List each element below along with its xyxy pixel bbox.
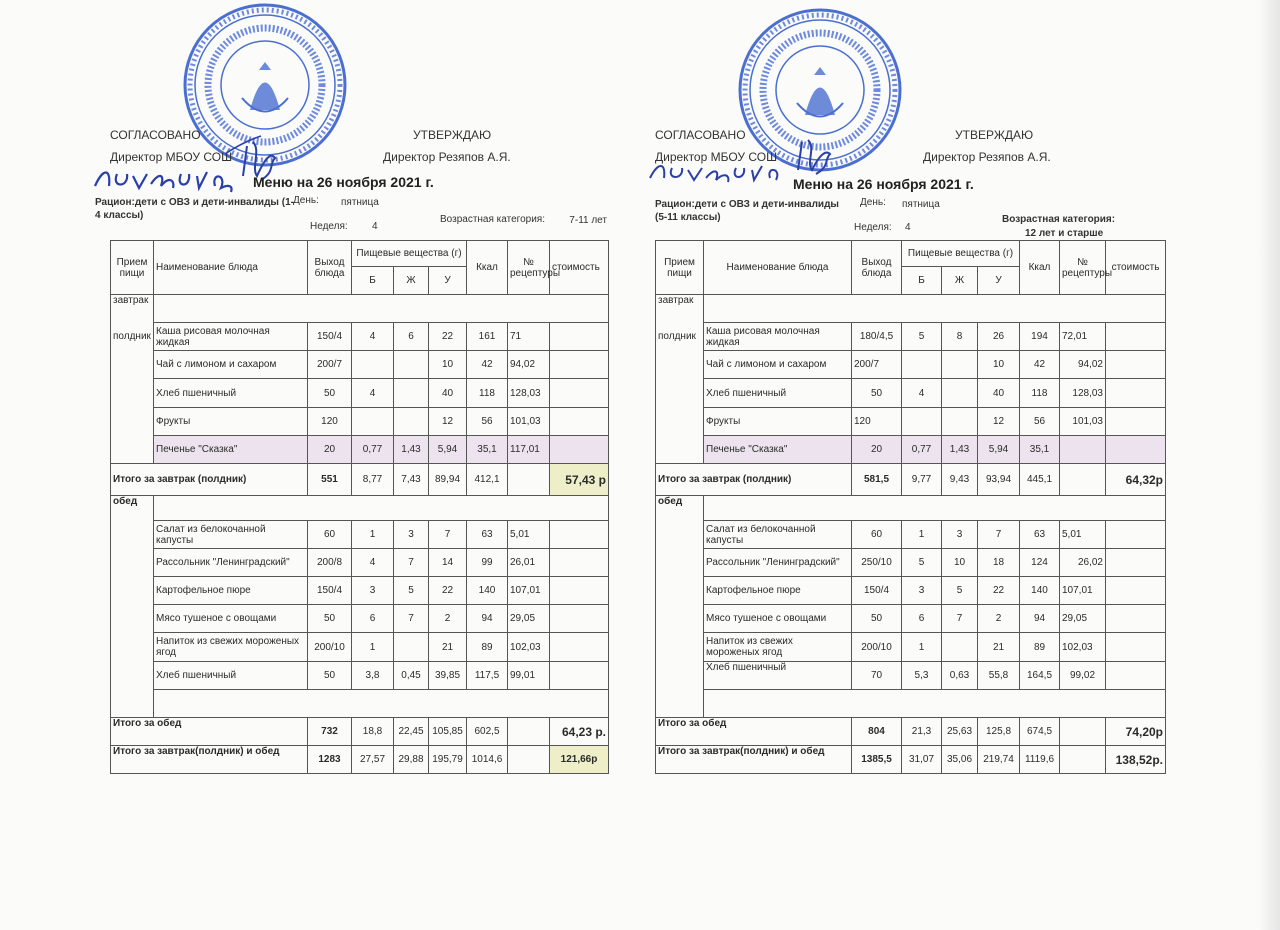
header-b: Б bbox=[352, 267, 394, 295]
section-snack: полдник bbox=[111, 323, 154, 351]
table-row: Мясо тушеное с овощами 50 6 7 2 94 29,05 bbox=[656, 605, 1166, 633]
menu-table bbox=[110, 240, 609, 774]
agreed-by-label: Директор МБОУ СОШ bbox=[110, 150, 233, 164]
table-row: Картофельное пюре 150/4 3 5 22 140 107,01 bbox=[656, 577, 1166, 605]
dish-name: Рассольник "Ленинградский" bbox=[154, 549, 308, 577]
approved-label: УТВЕРЖДАЮ bbox=[955, 128, 1034, 142]
approved-by-label: Директор Резяпов А.Я. bbox=[923, 150, 1051, 164]
agreed-label: СОГЛАСОВАНО bbox=[655, 128, 746, 142]
header-meal: Прием пищи bbox=[111, 241, 154, 295]
table-row: Фрукты 120 12 56 101,03 bbox=[111, 408, 609, 436]
dish-name: Салат из белокочанной капусты bbox=[154, 521, 308, 549]
section-lunch: обед bbox=[656, 496, 704, 521]
total-row-breakfast: Итого за завтрак (полдник) 551 8,77 7,43 89,94 412,1 57,43 р bbox=[111, 464, 609, 496]
section-breakfast: завтрак bbox=[111, 295, 154, 323]
day-value: пятница bbox=[341, 197, 379, 208]
dish-name: Печенье "Сказка" bbox=[154, 436, 308, 464]
table-row: Рассольник "Ленинградский" 250/10 5 10 18 124 26,02 bbox=[656, 549, 1166, 577]
dish-name: Хлеб пшеничный bbox=[704, 379, 852, 408]
scan-edge-shadow bbox=[1258, 0, 1280, 930]
section-breakfast: завтрак bbox=[656, 295, 704, 323]
header-kcal: Ккал bbox=[467, 241, 508, 295]
dish-name: Чай с лимоном и сахаром bbox=[704, 351, 852, 379]
table-row: Печенье "Сказка" 20 0,77 1,43 5,94 35,1 bbox=[656, 436, 1166, 464]
table-row: Напиток из свежих мороженых ягод 200/10 1 21 89 102,03 bbox=[656, 633, 1166, 662]
header-u: У bbox=[978, 267, 1020, 295]
table-row: Фрукты 120 12 56 101,03 bbox=[656, 408, 1166, 436]
table-row: Печенье "Сказка" 20 0,77 1,43 5,94 35,1 117,01 bbox=[111, 436, 609, 464]
age-category-value: 12 лет и старше bbox=[1025, 228, 1104, 239]
total-row-breakfast: Итого за завтрак (полдник) 581,5 9,77 9,43 93,94 445,1 64,32р bbox=[656, 464, 1166, 496]
header-cost: стоимость bbox=[550, 241, 609, 295]
menu-sheet-right bbox=[640, 0, 1200, 930]
total-row-all: Итого за завтрак(полдник) и обед 1385,5 31,07 35,06 219,74 1119,6 138,52р. bbox=[656, 746, 1166, 774]
dish-name: Чай с лимоном и сахаром bbox=[154, 351, 308, 379]
agreed-label: СОГЛАСОВАНО bbox=[110, 128, 201, 142]
dish-name: Хлеб пшеничный bbox=[154, 662, 308, 690]
total-row-all: Итого за завтрак(полдник) и обед 1283 27,57 29,88 195,79 1014,6 121,66р bbox=[111, 746, 609, 774]
dish-name: Картофельное пюре bbox=[704, 577, 852, 605]
menu-sheet-left bbox=[95, 0, 655, 930]
header-zh: Ж bbox=[942, 267, 978, 295]
age-category-label: Возрастная категория: bbox=[440, 214, 545, 225]
header-dish: Наименование блюда bbox=[704, 241, 852, 295]
header-recipe: № рецептуры bbox=[508, 241, 550, 295]
header-kcal: Ккал bbox=[1020, 241, 1060, 295]
week-label: Неделя: bbox=[854, 222, 892, 233]
menu-title: Меню на 26 ноября 2021 г. bbox=[793, 176, 974, 192]
dish-name: Хлеб пшеничный bbox=[704, 662, 852, 690]
header-b: Б bbox=[902, 267, 942, 295]
total-row-lunch: Итого за обед 732 18,8 22,45 105,85 602,5 64,23 р. bbox=[111, 718, 609, 746]
dish-name: Напиток из свежих мороженых ягод bbox=[704, 633, 852, 662]
approved-label: УТВЕРЖДАЮ bbox=[413, 128, 492, 142]
total-row-lunch: Итого за обед 804 21,3 25,63 125,8 674,5 74,20р bbox=[656, 718, 1166, 746]
day-value: пятница bbox=[902, 199, 940, 210]
dish-name: Мясо тушеное с овощами bbox=[704, 605, 852, 633]
dish-name: Каша рисовая молочная жидкая bbox=[154, 323, 308, 351]
table-row: Хлеб пшеничный 70 5,3 0,63 55,8 164,5 99,02 bbox=[656, 662, 1166, 690]
table-row: полдник Каша рисовая молочная жидкая 150/4 4 6 22 161 71 bbox=[111, 323, 609, 351]
table-row: Напиток из свежих мороженых ягод 200/10 1 21 89 102,03 bbox=[111, 633, 609, 662]
table-row: Хлеб пшеничный 50 4 40 118 128,03 bbox=[656, 379, 1166, 408]
section-snack: полдник bbox=[656, 323, 704, 351]
header-yield: Выход блюда bbox=[308, 241, 352, 295]
section-lunch: обед bbox=[111, 496, 154, 521]
header-nutrients: Пищевые вещества (г) bbox=[352, 241, 467, 267]
day-label: День: bbox=[293, 195, 319, 206]
age-category-label: Возрастная категория: bbox=[1002, 214, 1116, 225]
table-row: Хлеб пшеничный 50 3,8 0,45 39,85 117,5 99,01 bbox=[111, 662, 609, 690]
table-row: Чай с лимоном и сахаром 200/7 10 42 94,02 bbox=[111, 351, 609, 379]
table-row: Хлеб пшеничный 50 4 40 118 128,03 bbox=[111, 379, 609, 408]
header-yield: Выход блюда bbox=[852, 241, 902, 295]
dish-name: Фрукты bbox=[704, 408, 852, 436]
table-row: Рассольник "Ленинградский" 200/8 4 7 14 99 26,01 bbox=[111, 549, 609, 577]
menu-table bbox=[655, 240, 1166, 774]
header-nutrients: Пищевые вещества (г) bbox=[902, 241, 1020, 267]
header-cost: стоимость bbox=[1106, 241, 1166, 295]
header-dish: Наименование блюда bbox=[154, 241, 308, 295]
dish-name: Напиток из свежих мороженых ягод bbox=[154, 633, 308, 662]
header-zh: Ж bbox=[394, 267, 429, 295]
table-row: Картофельное пюре 150/4 3 5 22 140 107,01 bbox=[111, 577, 609, 605]
dish-name: Печенье "Сказка" bbox=[704, 436, 852, 464]
dish-name: Мясо тушеное с овощами bbox=[154, 605, 308, 633]
dish-name: Хлеб пшеничный bbox=[154, 379, 308, 408]
week-label: Неделя: bbox=[310, 221, 348, 232]
dish-name: Фрукты bbox=[154, 408, 308, 436]
dish-name: Каша рисовая молочная жидкая bbox=[704, 323, 852, 351]
week-value: 4 bbox=[905, 222, 911, 233]
header-meal: Прием пищи bbox=[656, 241, 704, 295]
agreed-by-label: Директор МБОУ СОШ bbox=[655, 150, 778, 164]
menu-title: Меню на 26 ноября 2021 г. bbox=[253, 174, 434, 190]
header-u: У bbox=[429, 267, 467, 295]
approved-by-label: Директор Резяпов А.Я. bbox=[383, 150, 511, 164]
age-category-value: 7-11 лет bbox=[569, 215, 607, 226]
week-value: 4 bbox=[372, 221, 378, 232]
table-row: Чай с лимоном и сахаром 200/7 10 42 94,02 bbox=[656, 351, 1166, 379]
table-row: Салат из белокочанной капусты 60 1 3 7 63 5,01 bbox=[111, 521, 609, 549]
ration-label: Рацион:дети с ОВЗ и дети-инвалиды (1-4 классы) bbox=[95, 197, 294, 221]
header-recipe: № рецептуры bbox=[1060, 241, 1106, 295]
table-row: Салат из белокочанной капусты 60 1 3 7 63 5,01 bbox=[656, 521, 1166, 549]
day-label: День: bbox=[860, 197, 886, 208]
dish-name: Рассольник "Ленинградский" bbox=[704, 549, 852, 577]
table-row: полдник Каша рисовая молочная жидкая 180/4,5 5 8 26 194 72,01 bbox=[656, 323, 1166, 351]
ration-label: Рацион:дети с ОВЗ и дети-инвалиды (5-11 классы) bbox=[655, 199, 839, 223]
dish-name: Картофельное пюре bbox=[154, 577, 308, 605]
dish-name: Салат из белокочанной капусты bbox=[704, 521, 852, 549]
table-row: Мясо тушеное с овощами 50 6 7 2 94 29,05 bbox=[111, 605, 609, 633]
